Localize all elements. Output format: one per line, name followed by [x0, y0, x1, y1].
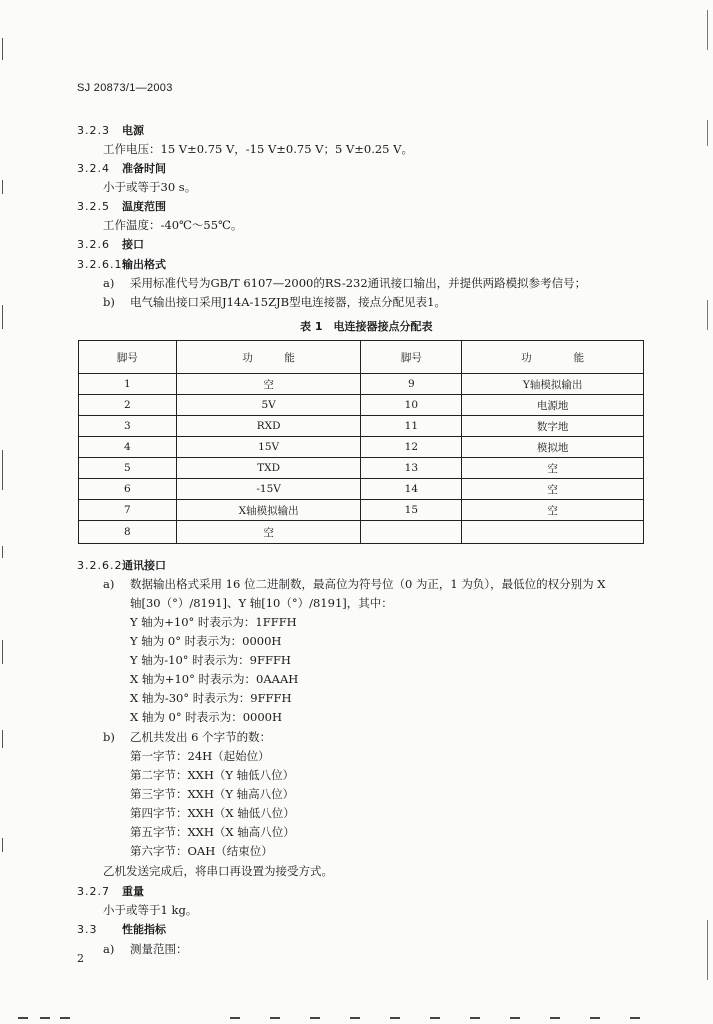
scan-mark — [2, 546, 3, 558]
table-row — [79, 374, 644, 395]
scan-mark — [60, 1017, 70, 1019]
section-body-3-2-3: 工作电压：15 V±0.75 V，-15 V±0.75 V；5 V±0.25 V。 — [103, 142, 413, 156]
scan-mark — [2, 305, 3, 329]
table-header-row — [79, 341, 644, 374]
table-cell: 15 — [361, 500, 462, 521]
list-item: 第一字节：24H（起始位） — [130, 749, 270, 763]
table-cell: TXD — [176, 458, 361, 479]
table-cell: 空 — [176, 521, 361, 544]
section-title: 接口 — [122, 238, 144, 251]
list-item: X 轴为 0° 时表示为：0000H — [130, 710, 283, 724]
scan-mark — [470, 1017, 480, 1019]
paragraph-line: 轴[30（°）/8191]、Y 轴[10（°）/8191]，其中： — [130, 596, 393, 610]
section-heading-3-3 — [77, 924, 166, 935]
table-cell: 数字地 — [462, 416, 644, 437]
table-row — [79, 395, 644, 416]
table-row — [79, 500, 644, 521]
table-cell: RXD — [176, 416, 361, 437]
table-cell: 9 — [361, 374, 462, 395]
list-text-a: 采用标准代号为GB/T 6107—2000的RS-232通讯接口输出，并提供两路模拟参考信号； — [130, 276, 587, 290]
table-cell: 空 — [462, 479, 644, 500]
table-cell — [361, 521, 462, 544]
list-text-b: 电气输出接口采用J14A-15ZJB型电连接器，接点分配见表1。 — [130, 295, 446, 309]
table-cell: 15V — [176, 437, 361, 458]
table-cell: 5 — [79, 458, 177, 479]
scan-mark — [18, 1017, 28, 1019]
scan-mark — [40, 1017, 50, 1019]
scan-mark — [707, 920, 708, 980]
section-body-3-2-5: 工作温度：-40℃～55℃。 — [103, 218, 243, 232]
section-number: 3.2.5 — [77, 200, 110, 213]
list-label-b: b) — [103, 295, 115, 309]
section-heading-3-2-6-1 — [77, 259, 166, 270]
table-cell: 13 — [361, 458, 462, 479]
scan-mark — [350, 1017, 360, 1019]
list-text-a: 测量范围： — [130, 942, 188, 956]
table-cell: 3 — [79, 416, 177, 437]
table-row — [79, 458, 644, 479]
scan-mark — [310, 1017, 320, 1019]
table-cell: 12 — [361, 437, 462, 458]
scan-mark — [2, 180, 3, 194]
table-cell: 4 — [79, 437, 177, 458]
section-number: 3.2.3 — [77, 124, 110, 137]
document-header: SJ 20873/1—2003 — [77, 82, 173, 94]
section-title: 输出格式 — [122, 258, 166, 271]
table-cell: 8 — [79, 521, 177, 544]
table-cell: -15V — [176, 479, 361, 500]
list-item: 第三字节：XXH（Y 轴高八位） — [130, 787, 295, 801]
list-item: X 轴为+10° 时表示为：0AAAH — [130, 672, 299, 686]
section-number: 3.2.4 — [77, 162, 110, 175]
section-number: 3.2.7 — [77, 885, 110, 898]
section-body-3-2-4: 小于或等于30 s。 — [103, 180, 197, 194]
list-item: X 轴为-30° 时表示为：9FFFH — [130, 691, 292, 705]
section-heading-3-2-6-2 — [77, 560, 166, 571]
list-label-a: a) — [103, 577, 115, 591]
list-label-b: b) — [103, 730, 115, 744]
section-title: 重量 — [122, 885, 144, 898]
scan-mark — [270, 1017, 280, 1019]
table-cell: 空 — [176, 374, 361, 395]
scan-mark — [590, 1017, 600, 1019]
scan-mark — [430, 1017, 440, 1019]
table-cell: 模拟地 — [462, 437, 644, 458]
page-number: 2 — [77, 952, 84, 965]
list-item: 第四字节：XXH（X 轴低八位） — [130, 806, 295, 820]
table-cell: 7 — [79, 500, 177, 521]
table-cell: 10 — [361, 395, 462, 416]
scan-mark — [2, 38, 3, 60]
section-number: 3.2.6 — [77, 238, 110, 251]
table-cell: 5V — [176, 395, 361, 416]
section-heading-3-2-7 — [77, 886, 144, 897]
list-item: 第六字节：OAH（结束位） — [130, 844, 273, 858]
table-cell — [462, 521, 644, 544]
section-heading-3-2-3 — [77, 125, 144, 136]
header-cell: 功 能 — [462, 341, 644, 374]
table-cell: 空 — [462, 500, 644, 521]
section-heading-3-2-5 — [77, 201, 166, 212]
table-cell: Y轴模拟输出 — [462, 374, 644, 395]
list-item: Y 轴为+10° 时表示为：1FFFH — [130, 615, 297, 629]
table-cell: 1 — [79, 374, 177, 395]
table-cell: 2 — [79, 395, 177, 416]
scan-mark — [390, 1017, 400, 1019]
scan-mark — [630, 1017, 640, 1019]
section-title: 准备时间 — [122, 162, 166, 175]
table-cell: 空 — [462, 458, 644, 479]
list-label-a: a) — [103, 276, 115, 290]
table-row — [79, 437, 644, 458]
section-body-3-2-7: 小于或等于1 kg。 — [103, 903, 198, 917]
list-label-a: a) — [103, 942, 115, 956]
section-heading-3-2-4 — [77, 163, 166, 174]
scan-mark — [2, 730, 3, 748]
section-heading-3-2-6 — [77, 239, 144, 250]
scan-mark — [230, 1017, 240, 1019]
section-title: 通讯接口 — [122, 559, 166, 572]
paragraph-line: 乙机发送完成后，将串口再设置为接受方式。 — [103, 864, 333, 878]
table-cell: 电源地 — [462, 395, 644, 416]
section-title: 电源 — [122, 124, 144, 137]
header-cell: 脚号 — [79, 341, 177, 374]
scan-mark — [2, 640, 3, 664]
scan-mark — [2, 838, 3, 852]
section-title: 性能指标 — [122, 923, 166, 936]
table-cell: 14 — [361, 479, 462, 500]
table-cell: X轴模拟输出 — [176, 500, 361, 521]
scan-mark — [707, 300, 708, 330]
list-item: 第五字节：XXH（X 轴高八位） — [130, 825, 295, 839]
table-cell: 11 — [361, 416, 462, 437]
table-caption: 表 1 电连接器接点分配表 — [300, 320, 433, 333]
table-row — [79, 416, 644, 437]
section-number: 3.2.6.2 — [77, 559, 123, 572]
scan-mark — [550, 1017, 560, 1019]
table-cell: 6 — [79, 479, 177, 500]
scan-mark — [707, 120, 708, 146]
section-title: 温度范围 — [122, 200, 166, 213]
scan-mark — [510, 1017, 520, 1019]
scan-mark — [707, 10, 708, 50]
table-row — [79, 521, 644, 544]
list-item: Y 轴为 0° 时表示为：0000H — [130, 634, 282, 648]
paragraph-line: 乙机共发出 6 个字节的数： — [130, 730, 272, 744]
section-number: 3.2.6.1 — [77, 258, 123, 271]
section-number: 3.3 — [77, 923, 98, 936]
list-item: Y 轴为-10° 时表示为：9FFFH — [130, 653, 291, 667]
scan-mark — [2, 450, 3, 490]
paragraph-line: 数据输出格式采用 16 位二进制数，最高位为符号位（0 为正，1 为负），最低位的权分别为 X — [130, 577, 606, 591]
table-row — [79, 479, 644, 500]
list-item: 第二字节：XXH（Y 轴低八位） — [130, 768, 295, 782]
header-cell: 脚号 — [361, 341, 462, 374]
header-cell: 功 能 — [176, 341, 361, 374]
connector-pin-table — [78, 340, 644, 544]
